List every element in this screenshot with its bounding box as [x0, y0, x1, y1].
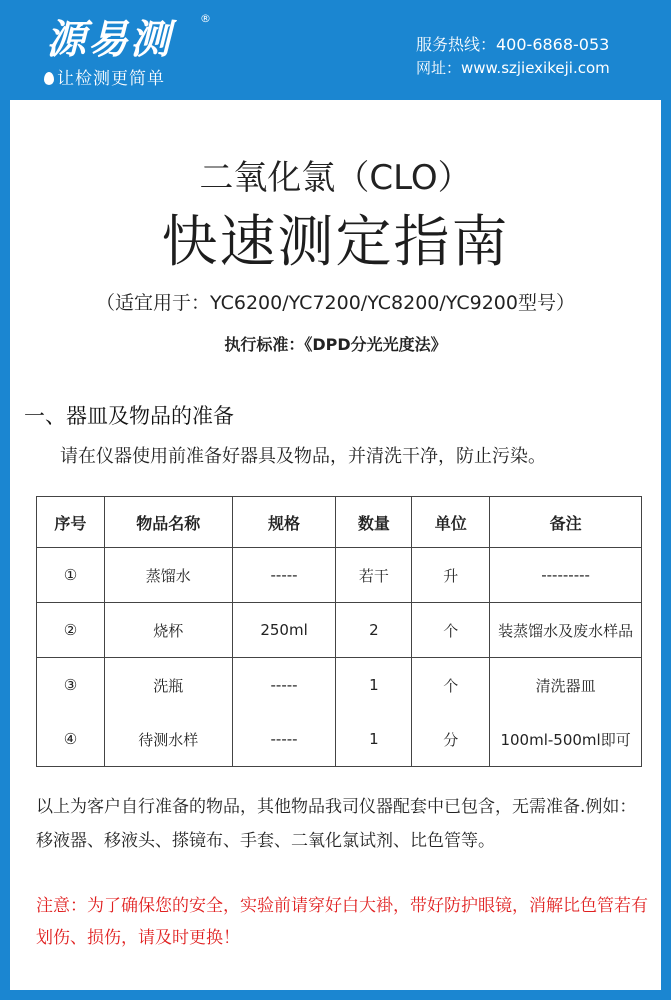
- col-header: 序号: [37, 497, 105, 548]
- table-cell: 250ml: [232, 603, 336, 658]
- items-table: [36, 496, 642, 767]
- table-header-row: [37, 497, 642, 548]
- header-banner: [0, 0, 671, 100]
- table-cell: 1: [336, 658, 412, 713]
- table-cell: -----: [232, 548, 336, 603]
- table-cell: ①: [37, 548, 105, 603]
- table-cell: -----: [232, 658, 336, 713]
- table-cell: 烧杯: [104, 603, 232, 658]
- col-header: 物品名称: [104, 497, 232, 548]
- table-cell: 若干: [336, 548, 412, 603]
- table-cell: 升: [412, 548, 490, 603]
- col-header: 备注: [490, 497, 642, 548]
- table-cell: 待测水样: [104, 712, 232, 767]
- col-header: 规格: [232, 497, 336, 548]
- service-hotline: 服务热线：400-6868-053: [416, 35, 610, 54]
- section-description: 请在仪器使用前准备好器具及物品，并清洗干净，防止污染。: [60, 446, 546, 467]
- table-cell: 个: [412, 603, 490, 658]
- page-subtitle: 二氧化氯（CLO）: [199, 158, 472, 198]
- table-cell: ---------: [490, 548, 642, 603]
- table-cell: 100ml-500ml即可: [490, 712, 642, 767]
- brand-slogan: [44, 64, 165, 89]
- brand-logo: 源易测: [46, 17, 172, 63]
- table-cell: -----: [232, 712, 336, 767]
- table-row: [37, 603, 642, 658]
- slogan-text: 让检测更简单: [57, 69, 165, 89]
- table-row: [37, 712, 642, 767]
- table-cell: 洗瓶: [104, 658, 232, 713]
- table-cell: 个: [412, 658, 490, 713]
- table-cell: 蒸馏水: [104, 548, 232, 603]
- execution-standard: 执行标准：《DPD分光光度法》: [224, 335, 447, 354]
- table-cell: ③: [37, 658, 105, 713]
- preparation-note: 以上为客户自行准备的物品，其他物品我司仪器配套中已包含，无需准备.例如：移液器、移液头、搽镜布、手套、二氧化氯试剂、比色管等。: [36, 797, 637, 851]
- table-row: [37, 548, 642, 603]
- page-title: 快速测定指南: [161, 210, 510, 275]
- table-row: [37, 658, 642, 713]
- applicable-models: （适宜用于：YC6200/YC7200/YC8200/YC9200型号）: [96, 292, 575, 314]
- table-cell: 分: [412, 712, 490, 767]
- col-header: 数量: [336, 497, 412, 548]
- table-cell: 1: [336, 712, 412, 767]
- table-cell: ②: [37, 603, 105, 658]
- guide-content: [10, 100, 661, 990]
- section-heading: 一、器皿及物品的准备: [24, 404, 234, 428]
- table-cell: 装蒸馏水及废水样品: [490, 603, 642, 658]
- water-drop-icon: [44, 72, 54, 85]
- website-url[interactable]: 网址：www.szjiexikeji.com: [416, 59, 610, 77]
- table-cell: 清洗器皿: [490, 658, 642, 713]
- table-cell: 2: [336, 603, 412, 658]
- table-cell: ④: [37, 712, 105, 767]
- col-header: 单位: [412, 497, 490, 548]
- registered-mark: ®: [200, 12, 211, 25]
- safety-warning: 注意：为了确保您的安全，实验前请穿好白大褂，带好防护眼镜，消解比色管若有划伤、损伤，请及时更换！: [36, 896, 648, 948]
